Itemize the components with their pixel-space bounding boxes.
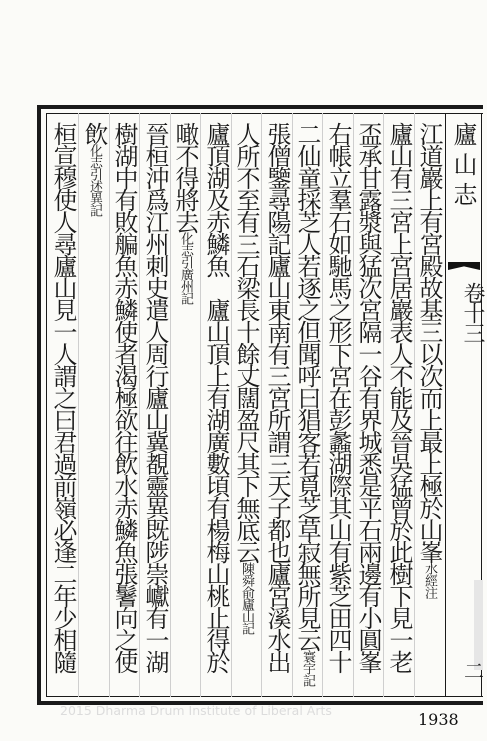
column-rule <box>170 113 171 697</box>
column-main-text: 噉不得將去 <box>171 122 199 232</box>
column-main-text: 桓宣穆使人尋廬山見一人謂之曰君過前嶺必逢二年少相隨 <box>49 122 77 672</box>
text-column <box>49 122 77 692</box>
column-rule <box>414 113 415 697</box>
column-rule <box>78 113 79 697</box>
column-main-text: 廬頂湖及赤鱗魚 廬山頂上有湖廣數頃有楊梅山桃止得於 <box>202 122 230 672</box>
column-rule <box>292 113 293 697</box>
text-column <box>354 122 382 692</box>
text-column <box>141 122 169 692</box>
leaf-number: 二 <box>464 659 484 683</box>
column-rule <box>353 113 354 697</box>
column-rule <box>231 113 232 697</box>
column-note-text: 陳舜俞廬山記 <box>239 562 254 634</box>
watermark-text: 2015 Dharma Drum Institute of Liberal Arts <box>60 703 332 718</box>
column-main-text: 江道巖上有宮殿故基三以次而上最上極於山峯 <box>415 122 443 562</box>
column-note-text: 化志引廣州記 <box>178 232 193 304</box>
column-rule <box>139 113 140 697</box>
text-column <box>80 122 108 692</box>
column-main-text: 張僧鑒尋陽記廬山東南有三宮所謂三天子都也廬宮溪水出 <box>263 122 291 672</box>
book-title: 廬山志 <box>449 122 477 212</box>
column-main-text: 廬山有三宮上宮居巖表人不能及晉吳猛曾於此樹下見一老 <box>385 122 413 672</box>
column-main-text: 盃承甘露漿與猛次宮隔一谷有界城悉是平石兩邊有小圓峯 <box>354 122 382 672</box>
text-column <box>324 122 352 692</box>
text-column <box>202 122 230 692</box>
text-column <box>293 122 321 692</box>
text-column <box>263 122 291 692</box>
text-column <box>415 122 443 692</box>
column-rule <box>200 113 201 697</box>
volume-label: 卷十三 <box>460 282 485 342</box>
gutter-line-left <box>445 113 446 697</box>
column-main-text: 樹湖中有敗艑魚赤鱗使者渴極欲往飲水赤鱗魚張鬐向之使 <box>110 122 138 672</box>
column-rule <box>261 113 262 697</box>
column-rule <box>322 113 323 697</box>
text-column <box>110 122 138 692</box>
column-main-text: 人所不至有三石梁長十餘丈闊盈尺其下無底云 <box>232 122 260 562</box>
text-column <box>171 122 199 692</box>
column-main-text: 二仙童採芝人若逐之但聞呼曰猖客若覓芝草寂無所見云 <box>293 122 321 650</box>
column-note-text: 寰宇記 <box>300 650 315 686</box>
page-number: 1938 <box>418 710 459 729</box>
column-main-text: 飲 <box>80 122 108 144</box>
column-main-text: 晉桓沖爲江州刺史遣人周行廬山冀覩靈異既陟崇巘有一湖 <box>141 122 169 672</box>
column-main-text: 右帳立羣石如馳馬之形下宮在彭蠡湖際其山有紫芝田四十 <box>324 122 352 672</box>
column-note-text: 水經注 <box>422 562 437 598</box>
text-column <box>232 122 260 692</box>
column-rule <box>109 113 110 697</box>
column-rule <box>383 113 384 697</box>
text-column <box>385 122 413 692</box>
column-note-text: 化志引述異記 <box>87 144 102 216</box>
